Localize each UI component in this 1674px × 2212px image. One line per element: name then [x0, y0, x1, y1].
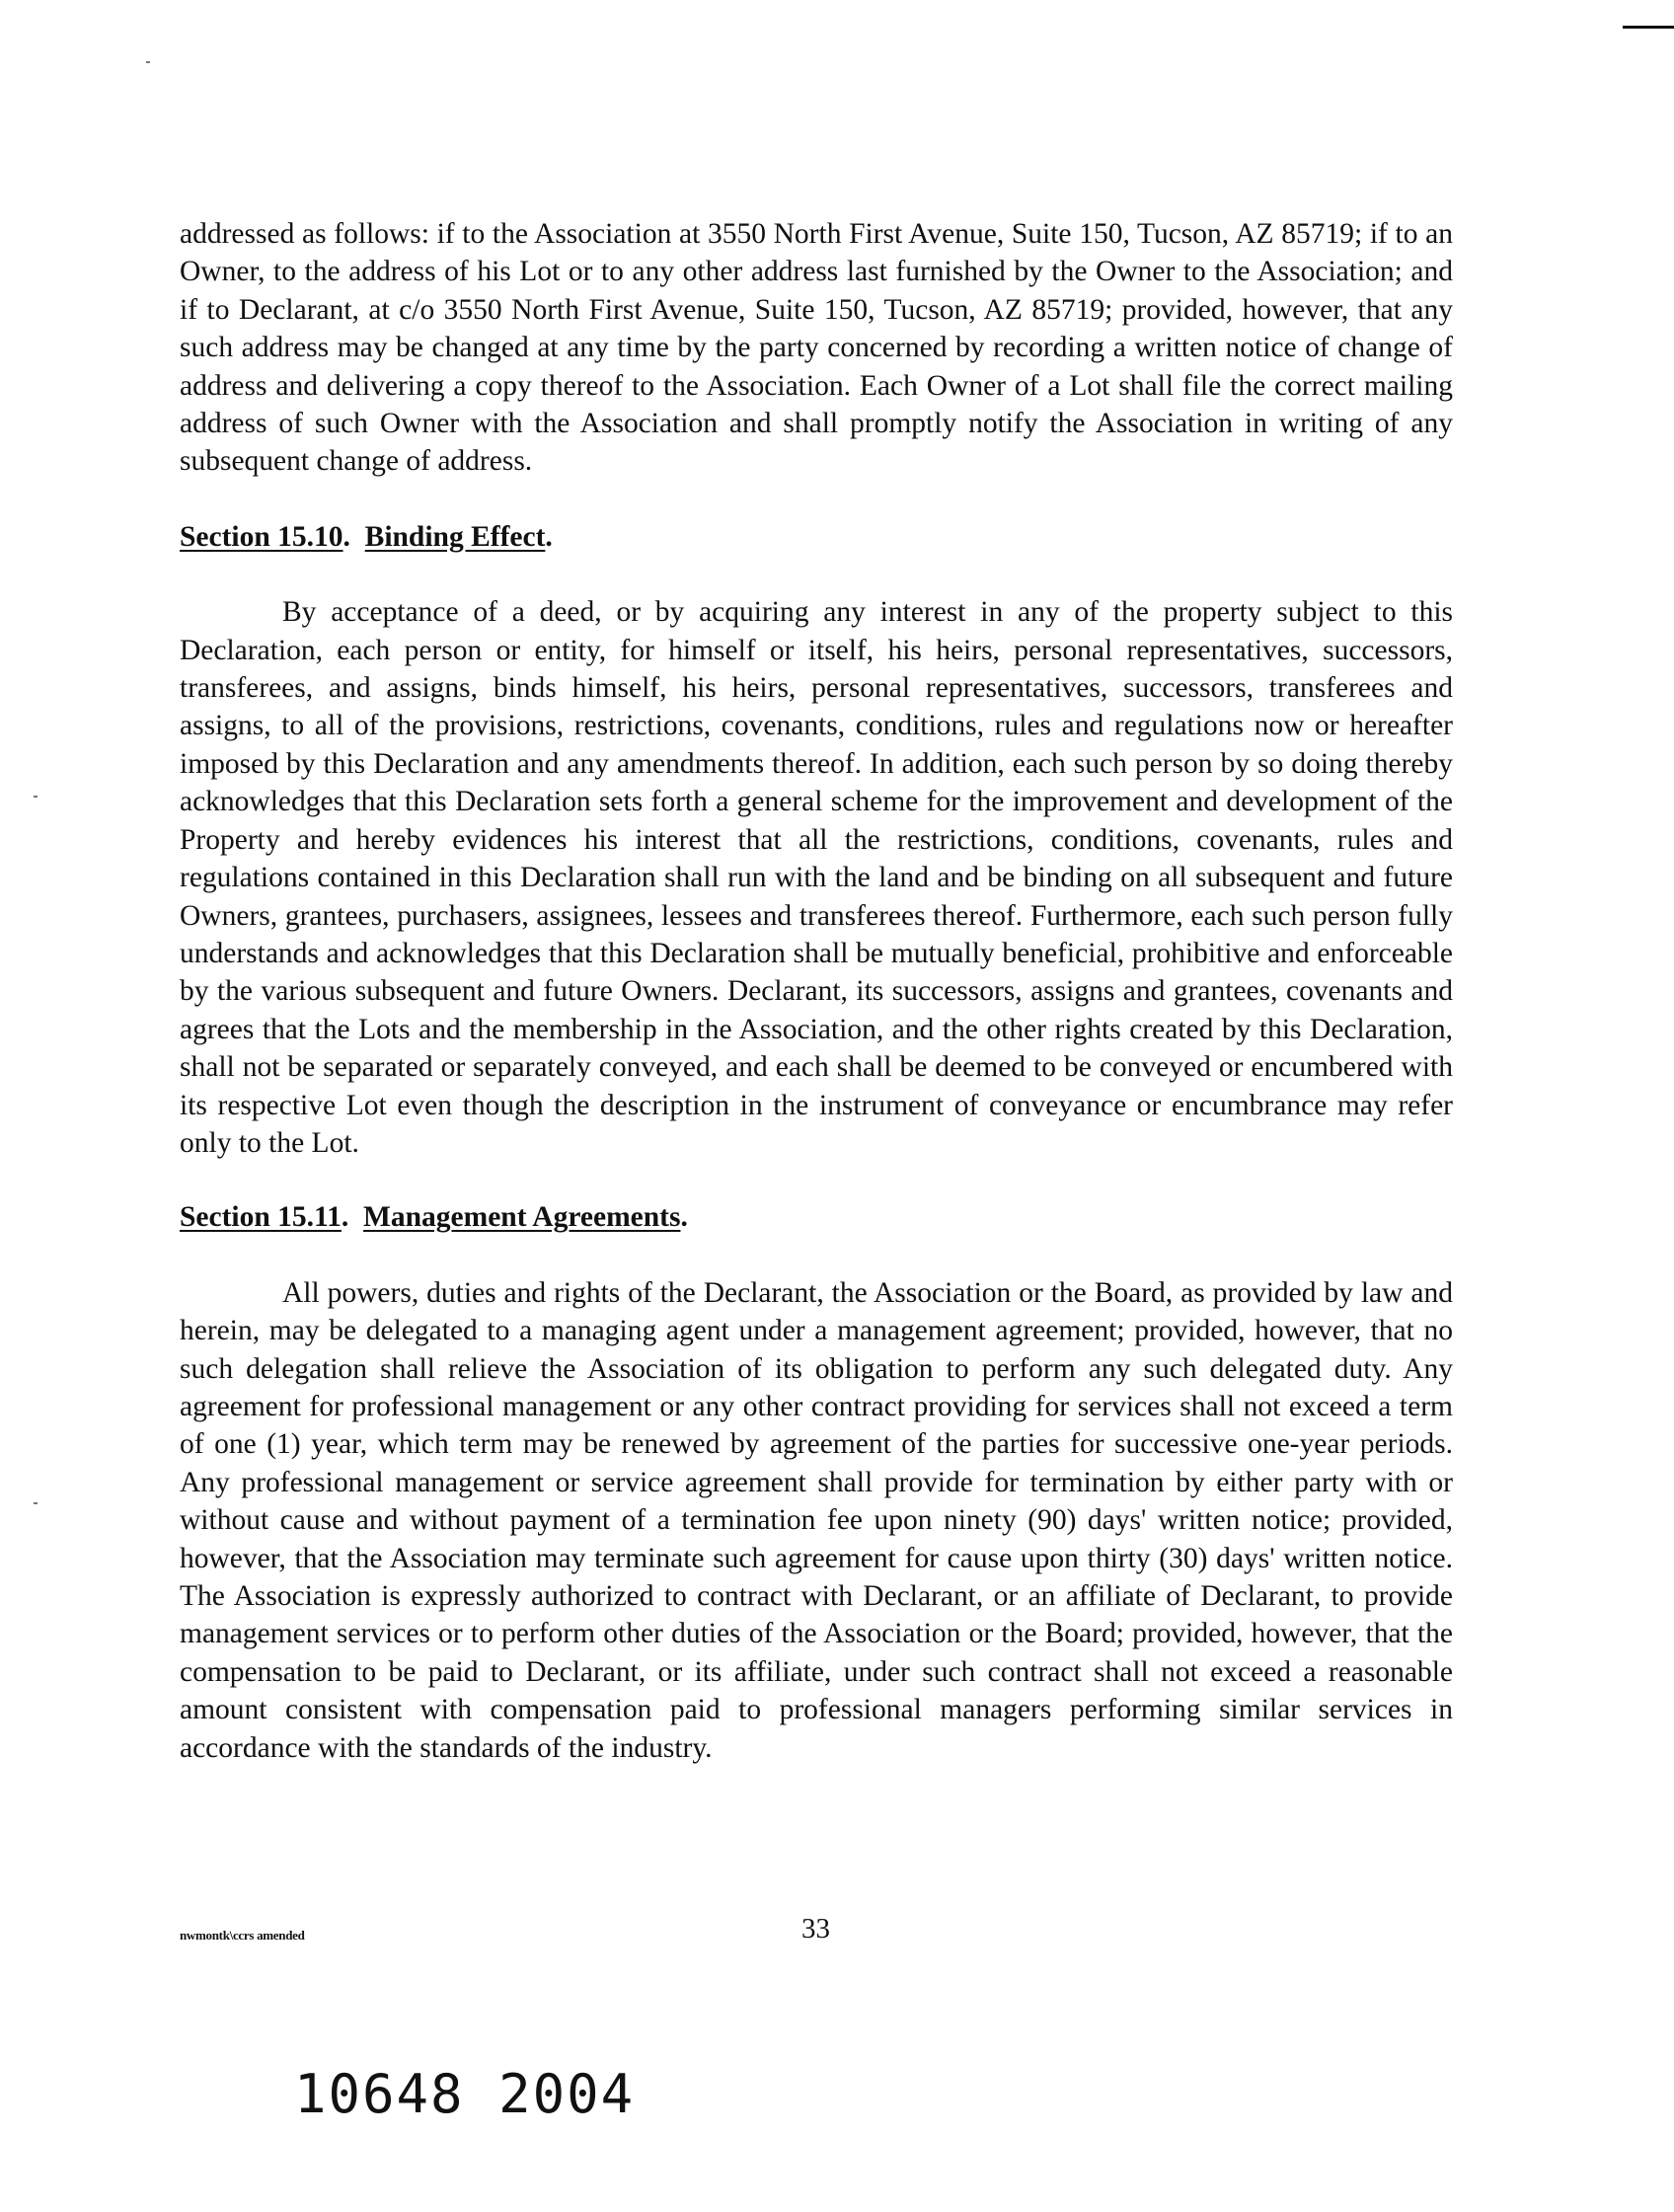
section-title: Binding Effect [364, 520, 546, 553]
section-heading-15-10: Section 15.10. Binding Effect. [180, 520, 553, 553]
section-body-15-10: By acceptance of a deed, or by acquiring any interest in any of the property subject to this Declaration, each person or entity, for himself or itself, his heirs, personal representatives, successors, transferees, and assigns, binds himself, his heirs, personal representatives, successors, transferees and assigns, to all of the provisions, restrictions, covenants, conditions, rules and regulations now or hereafter imposed by this Declaration and any amendments thereof. In addition, each such person by so doing thereby acknowledges that this Declaration sets forth a general scheme for the improvement and development of the Property and hereby evidences his interest that all the restrictions, conditions, covenants, rules and regulations contained in this Declaration shall run with the land and be binding on all subsequent and future Owners, grantees, purchasers, assignees, lessees and transferees thereof. Furthermore, each such person fully understands and acknowledges that this Declaration shall be mutually beneficial, prohibitive and enforceable by the various subsequent and future Owners. Declarant, its successors, assigns and grantees, covenants and agrees that the Lots and the membership in the Association, and the other rights created by this Declaration, shall not be separated or separately conveyed, and each shall be deemed to be conveyed or encumbered with its respective Lot even though the description in the instrument of conveyance or encumbrance may refer only to the Lot. [180, 596, 1453, 1159]
intro-paragraph: addressed as follows: if to the Association at 3550 North First Avenue, Suite 150, Tucson, AZ 85719; if to an Owner, to the address of his Lot or to any other address last furnished by the Owner to the Association; and if to Declarant, at c/o 3550 North First Avenue, Suite 150, Tucson, AZ 85719; provided, however, that any such address may be changed at any time by the party concerned by recording a written notice of change of address and delivering a copy thereof to the Association. Each Owner of a Lot shall file the correct mailing address of such Owner with the Association and shall promptly notify the Association in writing of any subsequent change of address. [180, 218, 1453, 478]
section-number: Section 15.11 [180, 1201, 342, 1234]
recording-stamp: 10648 2004 [294, 2063, 636, 2125]
scan-speck [34, 1502, 38, 1504]
scan-speck [146, 61, 150, 63]
scan-edge-mark [1623, 26, 1674, 29]
section-heading-15-11: Section 15.11. Management Agreements. [180, 1201, 688, 1234]
page-number: 33 [801, 1913, 830, 1945]
scan-speck [34, 796, 38, 798]
file-reference: nwmontk\ccrs amended [180, 1928, 305, 1943]
section-body-15-11: All powers, duties and rights of the Declarant, the Association or the Board, as provided by law and herein, may be delegated to a managing agent under a management agreement; provided, however, that no such delegation shall relieve the Association of its obligation to perform any such delegated duty. Any agreement for professional management or any other contract providing for services shall not exceed a term of one (1) year, which term may be renewed by agreement of the parties for successive one-year periods. Any professional management or service agreement shall provide for termination by either party with or without cause and without payment of a termination fee upon ninety (90) days' written notice; provided, however, that the Association may terminate such agreement for cause upon thirty (30) days' written notice. The Association is expressly authorized to contract with Declarant, or an affiliate of Declarant, to provide management services or to perform other duties of the Association or the Board; provided, however, that the compensation to be paid to Declarant, or its affiliate, under such contract shall not exceed a reasonable amount consistent with compensation paid to professional managers performing similar services in accordance with the standards of the industry. [180, 1276, 1453, 1764]
document-body [180, 215, 1453, 1767]
section-title: Management Agreements [363, 1201, 681, 1234]
section-number: Section 15.10 [180, 520, 343, 553]
